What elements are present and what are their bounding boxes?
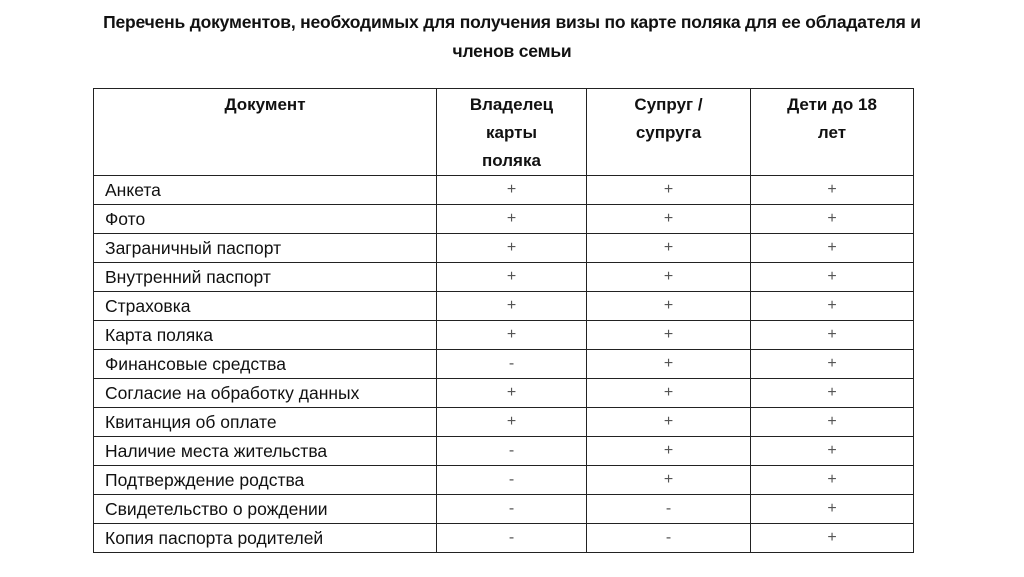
owner-cell: - xyxy=(437,495,587,524)
header-line: Документ xyxy=(224,95,306,114)
children-cell: + xyxy=(751,524,914,553)
header-children xyxy=(751,89,914,176)
children-cell: + xyxy=(751,379,914,408)
header-line: Дети до 18 xyxy=(787,95,877,114)
table-row xyxy=(94,350,914,379)
owner-cell: - xyxy=(437,437,587,466)
header-line: супруга xyxy=(635,123,702,142)
table-row xyxy=(94,263,914,292)
owner-cell: + xyxy=(437,408,587,437)
spouse-cell: + xyxy=(587,466,751,495)
header-spouse xyxy=(587,89,751,176)
spouse-cell: + xyxy=(587,350,751,379)
document-cell: Внутренний паспорт xyxy=(94,263,437,292)
spouse-cell: + xyxy=(587,205,751,234)
documents-table xyxy=(93,88,914,553)
owner-cell: - xyxy=(437,466,587,495)
document-cell: Анкета xyxy=(94,176,437,205)
spouse-cell: + xyxy=(587,292,751,321)
owner-cell: + xyxy=(437,263,587,292)
children-cell: + xyxy=(751,437,914,466)
children-cell: + xyxy=(751,234,914,263)
document-title xyxy=(0,8,1024,66)
header-document xyxy=(94,89,437,176)
spouse-cell: + xyxy=(587,321,751,350)
children-cell: + xyxy=(751,292,914,321)
title-line-2: членов семьи xyxy=(452,41,572,61)
header-line: поляка xyxy=(482,151,541,170)
children-cell: + xyxy=(751,263,914,292)
document-cell: Страховка xyxy=(94,292,437,321)
owner-cell: - xyxy=(437,524,587,553)
table-row xyxy=(94,408,914,437)
children-cell: + xyxy=(751,466,914,495)
document-cell: Финансовые средства xyxy=(94,350,437,379)
spouse-cell: - xyxy=(587,495,751,524)
table-row xyxy=(94,495,914,524)
table-header-row xyxy=(94,89,914,176)
children-cell: + xyxy=(751,176,914,205)
document-cell: Копия паспорта родителей xyxy=(94,524,437,553)
document-cell: Подтверждение родства xyxy=(94,466,437,495)
header-line: Супруг / xyxy=(634,95,703,114)
spouse-cell: - xyxy=(587,524,751,553)
header-line: карты xyxy=(486,123,537,142)
table-row xyxy=(94,379,914,408)
children-cell: + xyxy=(751,495,914,524)
table-row xyxy=(94,437,914,466)
children-cell: + xyxy=(751,205,914,234)
table-row xyxy=(94,176,914,205)
document-cell: Согласие на обработку данных xyxy=(94,379,437,408)
document-cell: Заграничный паспорт xyxy=(94,234,437,263)
table-row xyxy=(94,292,914,321)
children-cell: + xyxy=(751,321,914,350)
spouse-cell: + xyxy=(587,379,751,408)
table-row xyxy=(94,466,914,495)
spouse-cell: + xyxy=(587,408,751,437)
children-cell: + xyxy=(751,350,914,379)
children-cell: + xyxy=(751,408,914,437)
table-row xyxy=(94,321,914,350)
header-owner xyxy=(437,89,587,176)
document-cell: Фото xyxy=(94,205,437,234)
owner-cell: + xyxy=(437,292,587,321)
table-row xyxy=(94,234,914,263)
document-cell: Наличие места жительства xyxy=(94,437,437,466)
spouse-cell: + xyxy=(587,437,751,466)
spouse-cell: + xyxy=(587,234,751,263)
owner-cell: + xyxy=(437,176,587,205)
owner-cell: + xyxy=(437,205,587,234)
spouse-cell: + xyxy=(587,176,751,205)
owner-cell: + xyxy=(437,234,587,263)
owner-cell: + xyxy=(437,379,587,408)
title-line-1: Перечень документов, необходимых для получения визы по карте поляка для ее обладателя и xyxy=(103,12,921,32)
document-cell: Квитанция об оплате xyxy=(94,408,437,437)
owner-cell: - xyxy=(437,350,587,379)
table-row xyxy=(94,524,914,553)
owner-cell: + xyxy=(437,321,587,350)
header-line: лет xyxy=(817,123,847,142)
spouse-cell: + xyxy=(587,263,751,292)
table-row xyxy=(94,205,914,234)
document-cell: Карта поляка xyxy=(94,321,437,350)
header-line: Владелец xyxy=(469,95,554,114)
document-cell: Свидетельство о рождении xyxy=(94,495,437,524)
